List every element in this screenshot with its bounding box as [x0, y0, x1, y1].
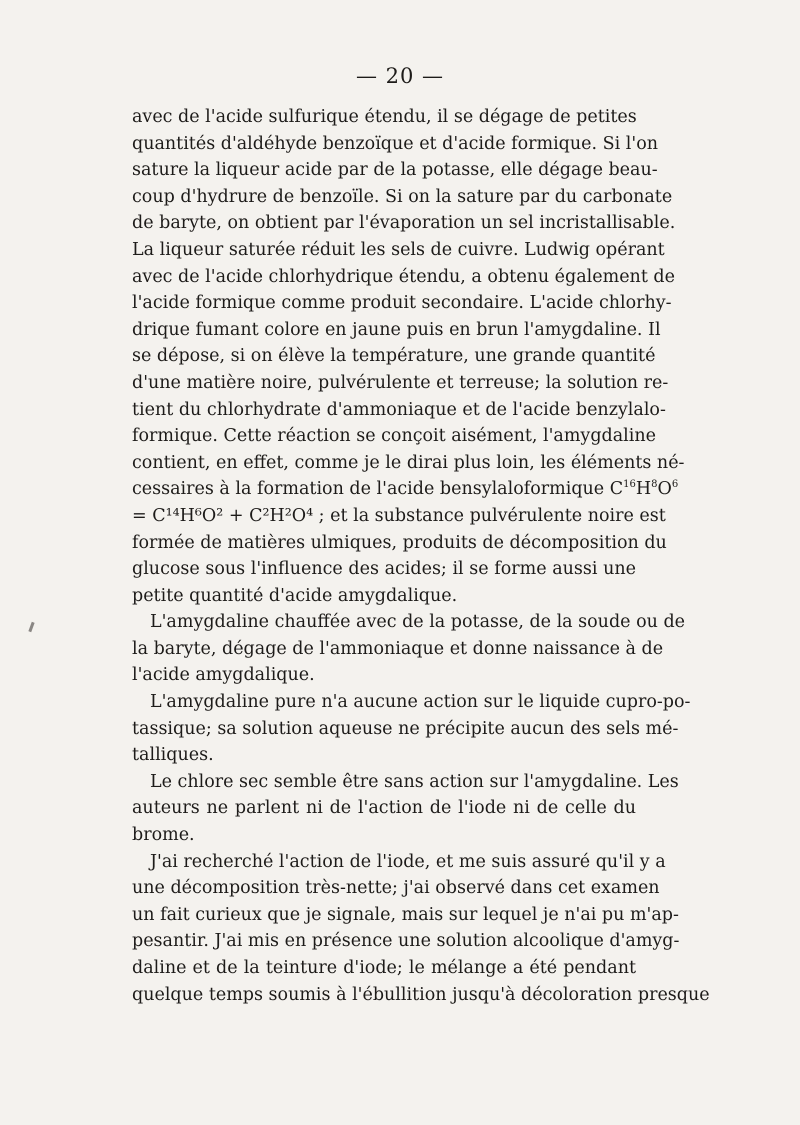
text-line: la baryte, dégage de l'ammoniaque et donne naissance à de	[132, 638, 664, 659]
text-line: talliques.	[132, 745, 214, 766]
text-line: L'amygdaline pure n'a aucune action sur le liquide cupro-po-	[150, 692, 691, 713]
text-line: drique fumant colore en jaune puis en brun l'amygdaline. Il	[132, 319, 661, 340]
text-line: tassique; sa solution aqueuse ne précipite aucun des sels mé-	[132, 718, 679, 739]
text-line: J'ai recherché l'action de l'iode, et me suis assuré qu'il y a	[150, 851, 666, 872]
text-line: auteurs ne parlent ni de l'action de l'iode ni de celle du	[132, 798, 636, 819]
formula-prefix: cessaires à la formation de l'acide bensylaloformique C	[132, 479, 624, 500]
text-line: La liqueur saturée réduit les sels de cuivre. Ludwig opérant	[132, 239, 665, 260]
text-line: quantités d'aldéhyde benzoïque et d'acide formique. Si l'on	[132, 133, 658, 154]
text-line: pesantir. J'ai mis en présence une solution alcoolique d'amyg-	[132, 931, 680, 952]
text-line: quelque temps soumis à l'ébullition jusqu'à décoloration presque	[132, 984, 710, 1005]
text-line: l'acide amygdalique.	[132, 665, 315, 686]
text-line: glucose sous l'influence des acides; il se forme aussi une	[132, 559, 636, 580]
text-line: de baryte, on obtient par l'évaporation un sel incristallisable.	[132, 213, 676, 234]
text-line: petite quantité d'acide amygdalique.	[132, 585, 458, 606]
text-line: sature la liqueur acide par de la potasse, elle dégage beau-	[132, 160, 658, 181]
text-line: brome.	[132, 825, 195, 846]
formula-h: H	[635, 479, 652, 500]
text-line: contient, en effet, comme je le dirai plus loin, les éléments né-	[132, 452, 685, 473]
formula-line-2: = C¹⁴H⁶O² + C²H²O⁴ ; et la substance pulvérulente noire est	[132, 505, 666, 526]
text-line: avec de l'acide sulfurique étendu, il se dégage de petites	[132, 107, 637, 127]
formula-sub: 6	[671, 479, 679, 491]
text-line: formée de matières ulmiques, produits de décomposition du	[132, 532, 667, 553]
formula-line	[132, 476, 679, 503]
text-line: l'acide formique comme produit secondaire. L'acide chlorhy-	[132, 293, 672, 314]
margin-mark	[28, 622, 34, 632]
formula-sub: 8	[651, 479, 658, 491]
text-line: tient du chlorhydrate d'ammoniaque et de l'acide benzylalo-	[132, 399, 666, 420]
formula-sub: 16	[623, 479, 636, 491]
text-line: L'amygdaline chauffée avec de la potasse, de la soude ou de	[150, 612, 686, 633]
body-text	[132, 104, 710, 1008]
text-line: Le chlore sec semble être sans action sur l'amygdaline. Les	[150, 771, 679, 792]
text-line: un fait curieux que je signale, mais sur lequel je n'ai pu m'ap-	[132, 904, 679, 925]
text-line: d'une matière noire, pulvérulente et terreuse; la solution re-	[132, 372, 669, 393]
text-line: une décomposition très-nette; j'ai observé dans cet examen	[132, 878, 660, 899]
text-line: formique. Cette réaction se conçoit aisément, l'amygdaline	[132, 426, 656, 447]
text-line: coup d'hydrure de benzoïle. Si on la sature par du carbonate	[132, 186, 673, 207]
text-line: se dépose, si on élève la température, une grande quantité	[132, 346, 656, 367]
text-line: avec de l'acide chlorhydrique étendu, a obtenu également de	[132, 266, 675, 287]
text-line: daline et de la teinture d'iode; le mélange a été pendant	[132, 958, 636, 978]
formula-o: O	[657, 479, 672, 500]
page-number: — 20 —	[355, 64, 445, 88]
